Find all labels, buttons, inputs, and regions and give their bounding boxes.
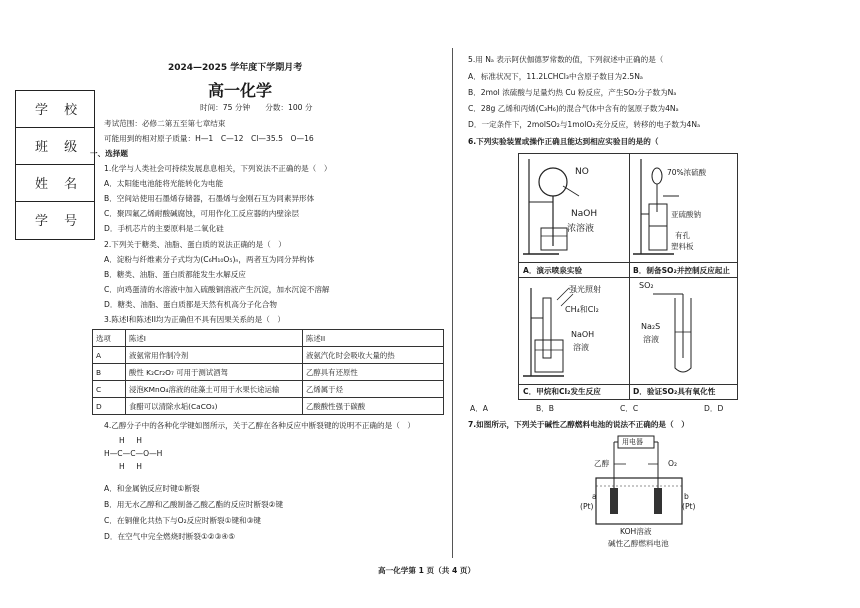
q6-stem: 6.下列实验装置或操作正确且能达到相应实验目的是的（ (468, 137, 659, 146)
subject-title: 高一化学 (208, 81, 273, 100)
q5-option-b: B．2mol 浓硫酸与足量灼热 Cu 粉反应，产生SO₂分子数为Nₐ (468, 88, 677, 97)
fountain-apparatus-figure (519, 154, 629, 262)
label-electrode-a: a (592, 492, 597, 501)
label-o2: O₂ (668, 459, 678, 468)
q6-caption-a: A．演示喷泉实验 (523, 266, 583, 275)
q4-option-b: B．用无水乙醇和乙酸制备乙酸乙酯的反应时断裂②键 (104, 500, 284, 509)
structure-bottom: H H (119, 462, 145, 471)
q4-option-a: A．和金属钠反应时键①断裂 (104, 484, 200, 493)
q4-stem: 4.乙醇分子中的各种化学键如图所示，关于乙醇在各种反应中断裂键的说明不正确的是（ ） (104, 421, 415, 430)
q2-stem: 2.下列关于糖类、油脂、蛋白质的说法正确的是（ ） (104, 240, 286, 249)
q4-option-d: D．在空气中完全燃烧时断裂①②③④⑤ (104, 532, 236, 541)
label-na2s: Na₂S (641, 322, 661, 331)
table-cell: D (93, 398, 126, 415)
q3-table (92, 329, 444, 415)
label-plastic-plate: 塑料板 (671, 242, 694, 251)
column-divider (452, 48, 453, 558)
q6-caption-b: B．制备SO₂并控制反应起止 (633, 266, 730, 275)
so2-oxidation-figure (629, 278, 739, 384)
label-d-solution: 溶液 (643, 335, 659, 344)
table-cell: 食醋可以清除水垢(CaCO₃) (126, 398, 303, 415)
info-box (15, 90, 95, 240)
q6-caption-d: D．验证SO₂具有氧化性 (633, 387, 716, 396)
q1-option-c: C．聚四氟乙烯耐酸碱腐蚀，可用作化工反应器的内壁涂层 (104, 209, 300, 218)
table-row (93, 364, 444, 381)
q1-option-b: B．空间站使用石墨烯存储器，石墨烯与金刚石互为同素异形体 (104, 194, 315, 203)
q4-option-c: C．在铜催化共热下与O₂反应时断裂①键和③键 (104, 516, 262, 525)
label-porous: 有孔 (675, 231, 690, 240)
label-electrode-b: b (684, 492, 689, 501)
table-cell: 乙酸酸性强于碳酸 (303, 398, 444, 415)
structure-main: H—C—C—O—H (104, 449, 163, 458)
q1-option-a: A．太阳能电池能将光能转化为电能 (104, 179, 224, 188)
label-so2: SO₂ (639, 281, 654, 290)
table-cell: 浸泡KMnO₄溶液的硅藻土可用于水果长途运输 (126, 381, 303, 398)
label-pt-left: (Pt) (580, 502, 594, 511)
label-c-naoh: NaOH (571, 330, 595, 339)
fuel-cell-diagram (576, 434, 706, 554)
q6-choice-d: D．D (704, 404, 724, 413)
table-cell: 乙醇具有还原性 (303, 364, 444, 381)
table-header-row (93, 330, 444, 347)
info-label-number: 学 号 (35, 214, 84, 229)
q5-stem: 5.用 Nₐ 表示阿伏伽德罗常数的值，下列叙述中正确的是（ (468, 55, 664, 64)
label-ch4-cl2: CH₄和Cl₂ (565, 305, 599, 314)
structure-top: H H (119, 436, 145, 445)
q2-option-d: D．糖类、油脂、蛋白质都是天然有机高分子化合物 (104, 300, 277, 309)
label-conc-sulfuric: 70%浓硫酸 (667, 168, 707, 177)
table-header-cell: 选项 (93, 330, 126, 347)
label-ethanol: 乙醇 (594, 459, 610, 468)
exam-title: 2024—2025 学年度下学期月考 (168, 63, 303, 73)
table-cell: 液氨汽化时会吸收大量的热 (303, 347, 444, 364)
table-row (93, 398, 444, 415)
table-header-cell: 陈述II (303, 330, 444, 347)
table-row (93, 347, 444, 364)
section-title: 一、选择题 (90, 149, 128, 158)
q1-option-d: D．手机芯片的主要原料是二氧化硅 (104, 224, 224, 233)
q6-diagram-grid (518, 153, 738, 400)
label-cell-name: 碱性乙醇燃料电池 (608, 539, 669, 548)
info-label-name: 姓 名 (35, 177, 84, 192)
info-label-school: 学 校 (35, 103, 84, 118)
grid-line-caption-top (519, 262, 737, 263)
label-conc-solution: 浓溶液 (567, 224, 595, 234)
grid-line-caption-bottom (519, 384, 737, 385)
label-naoh: NaOH (571, 209, 598, 219)
table-cell: A (93, 347, 126, 364)
q1-stem: 1.化学与人类社会可持续发展息息相关，下列说法不正确的是（ ） (104, 164, 332, 173)
q5-option-c: C．28g 乙烯和丙烯(C₃H₆)的混合气体中含有的氢原子数为4Nₐ (468, 104, 679, 113)
label-strong-light: 强光照射 (569, 285, 601, 294)
table-row (93, 381, 444, 398)
label-pt-right: (Pt) (682, 502, 696, 511)
label-no: NO (575, 167, 589, 177)
table-cell: B (93, 364, 126, 381)
q5-option-a: A．标准状况下，11.2LCHCl₃中含原子数目为2.5Nₐ (468, 72, 643, 81)
time-score: 时间：75 分钟 分数：100 分 (200, 103, 313, 112)
q6-caption-c: C．甲烷和Cl₂发生反应 (523, 387, 601, 396)
info-label-class: 班 级 (35, 140, 84, 155)
label-device: 用电器 (622, 438, 643, 446)
q6-choice-b: B．B (536, 404, 555, 413)
q2-option-c: C．向鸡蛋清的水溶液中加入硫酸铜溶液产生沉淀，加水沉淀不溶解 (104, 285, 330, 294)
q7-stem: 7.如图所示，下列关于碱性乙醇燃料电池的说法不正确的是（ ） (468, 420, 689, 429)
q6-choice-c: C．C (620, 404, 639, 413)
label-koh-solution: KOH溶液 (620, 527, 652, 536)
exam-scope: 考试范围：必修二第五至第七章结束 (104, 119, 226, 128)
table-header-cell: 陈述I (126, 330, 303, 347)
q5-option-d: D．一定条件下，2molSO₂与1molO₂充分反应，转移的电子数为4Nₐ (468, 120, 701, 129)
page-footer: 高一化学第 1 页（共 4 页） (378, 566, 476, 575)
q2-option-a: A．淀粉与纤维素分子式均为(C₆H₁₀O₅)ₙ，两者互为同分异构体 (104, 255, 315, 264)
table-cell: 液氨常用作制冷剂 (126, 347, 303, 364)
q2-option-b: B．糖类、油脂、蛋白质都能发生水解反应 (104, 270, 246, 279)
table-cell: 乙烯属于烃 (303, 381, 444, 398)
table-cell: C (93, 381, 126, 398)
label-c-solution: 溶液 (573, 343, 589, 352)
ethanol-structure (104, 434, 194, 476)
q3-stem: 3.陈述I和陈述II均为正确但不具有因果关系的是（ ） (104, 315, 286, 324)
atomic-masses: 可能用到的相对原子质量：H—1 C—12 Cl—35.5 O—16 (104, 134, 314, 143)
q6-choice-a: A．A (470, 404, 488, 413)
label-sodium-sulfite: 亚硫酸钠 (671, 210, 701, 219)
table-cell: 酸性 K₂Cr₂O₇ 可用于测试酒驾 (126, 364, 303, 381)
